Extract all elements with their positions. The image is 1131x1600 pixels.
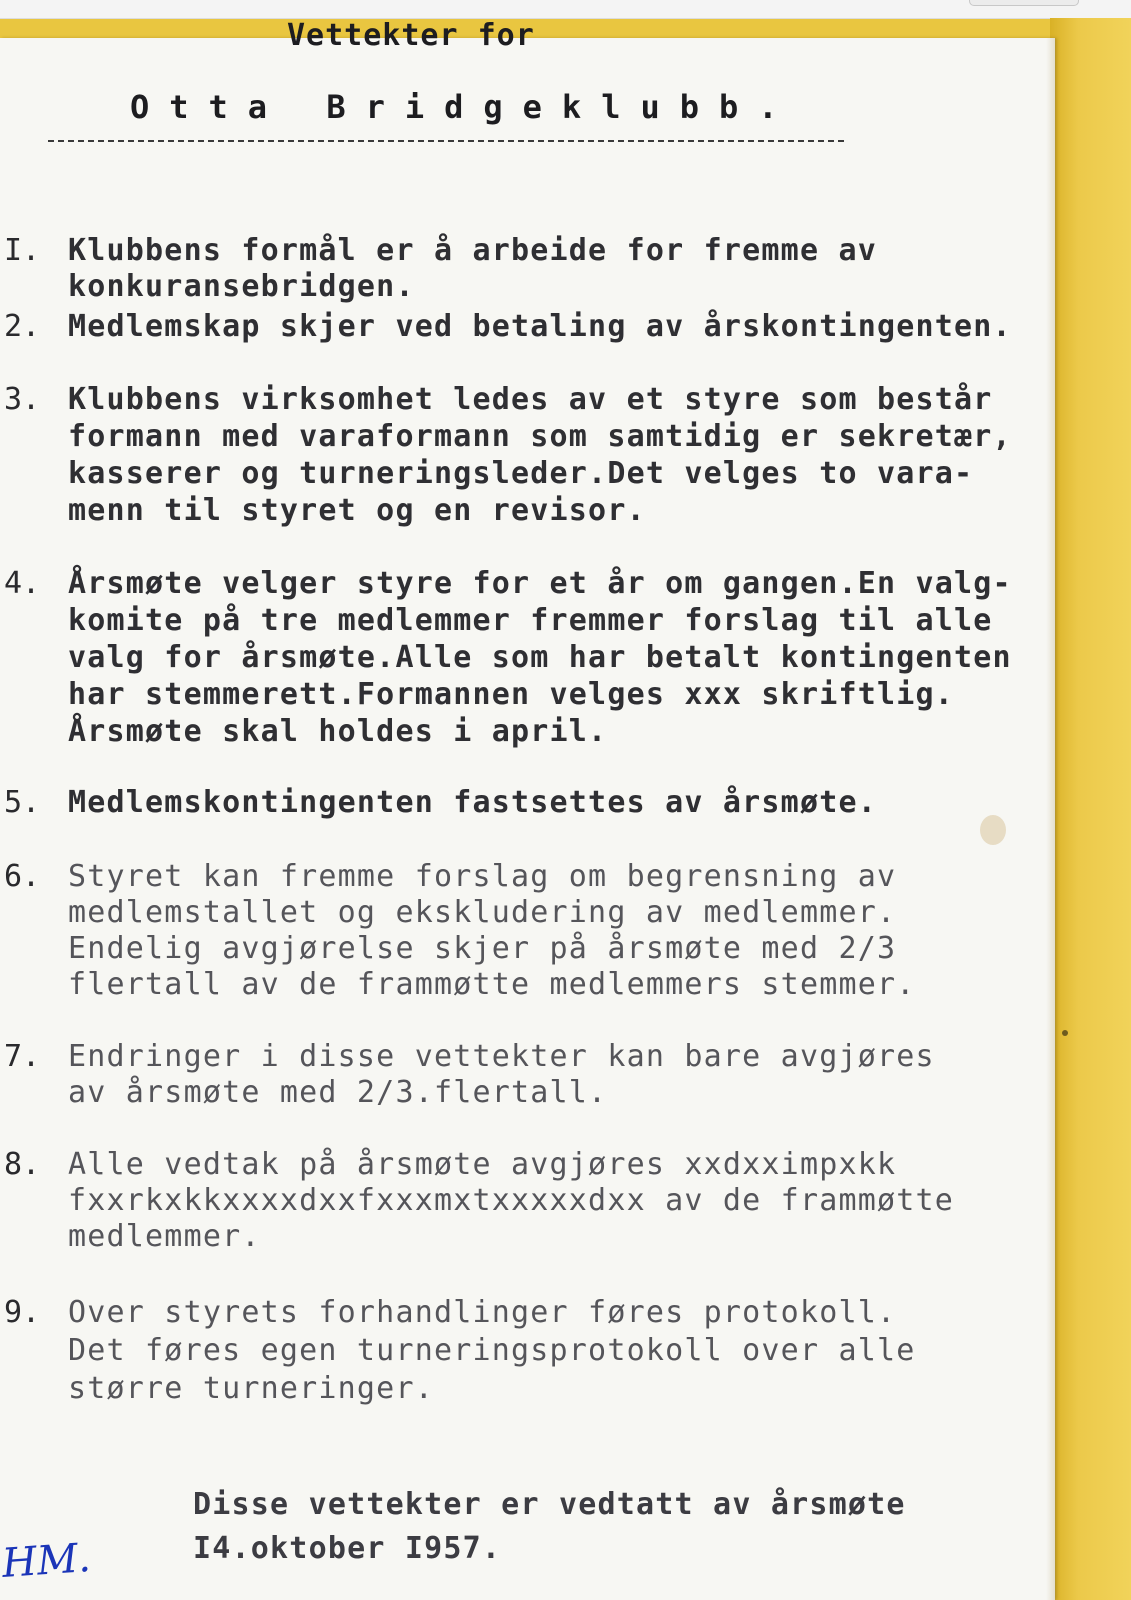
article-number: 3. [4,382,41,417]
document [0,18,1131,1600]
title-underline [48,140,844,142]
article-number: 9. [4,1295,41,1330]
article-line: Det føres egen turneringsprotokoll over alle [68,1333,916,1368]
article-line: Årsmøte velger styre for et år om gangen.En valg- [68,566,1012,601]
club-name-title: Otta Bridgeklubb. [130,88,798,126]
article-line: komite på tre medlemmer fremmer forslag til alle [68,603,993,638]
article-line: har stemmerett.Formannen velges xxx skriftlig. [68,677,955,712]
article-number: 4. [4,566,41,601]
article-line: Klubbens virksomhet ledes av et styre som består [68,382,993,417]
article-line: Klubbens formål er å arbeide for fremme av [68,233,877,268]
article-line: medlemmer. [68,1219,261,1254]
article-line: kasserer og turneringsleder.Det velges to vara- [68,456,974,491]
article-line: Medlemskontingenten fastsettes av årsmøte. [68,785,877,820]
article-line: Styret kan fremme forslag om begrensning av [68,859,897,894]
article-line: større turneringer. [68,1371,434,1406]
article-line: Endelig avgjørelse skjer på årsmøte med 2/3 [68,931,897,966]
adoption-statement: Disse vettekter er vedtatt av årsmøte [193,1487,906,1522]
article-line: flertall av de frammøtte medlemmers stemmer. [68,967,916,1002]
handwritten-initials: HM. [0,1534,93,1588]
article-line: Over styrets forhandlinger føres protokoll. [68,1295,897,1330]
article-number: 2. [4,309,41,344]
article-line: menn til styret og en revisor. [68,493,646,528]
article-line: Medlemskap skjer ved betaling av årskontingenten. [68,309,1012,344]
article-number: 7. [4,1039,41,1074]
article-line: fxxrkxkkxxxxdxxfxxxmxtxxxxxdxx av de frammøtte [68,1183,955,1218]
article-number: I. [4,233,41,268]
article-line: formann med varaformann som samtidig er sekretær, [68,419,1012,454]
article-number: 5. [4,785,41,820]
article-line: Alle vedtak på årsmøte avgjøres xxdxximpxkk [68,1147,897,1182]
viewer-top-bar [0,0,1131,19]
article-line: Årsmøte skal holdes i april. [68,714,608,749]
article-line: medlemstallet og ekskludering av medlemmer. [68,895,897,930]
article-line: Endringer i disse vettekter kan bare avgjøres [68,1039,935,1074]
document-heading: Vettekter for [287,18,535,53]
viewer-toolbar-button[interactable] [969,0,1079,6]
article-line: valg for årsmøte.Alle som har betalt kontingenten [68,640,1012,675]
article-line: av årsmøte med 2/3.flertall. [68,1075,608,1110]
article-number: 8. [4,1147,41,1182]
article-line: konkuransebridgen. [68,269,415,304]
adoption-date: I4.oktober I957. [193,1531,502,1566]
article-number: 6. [4,859,41,894]
